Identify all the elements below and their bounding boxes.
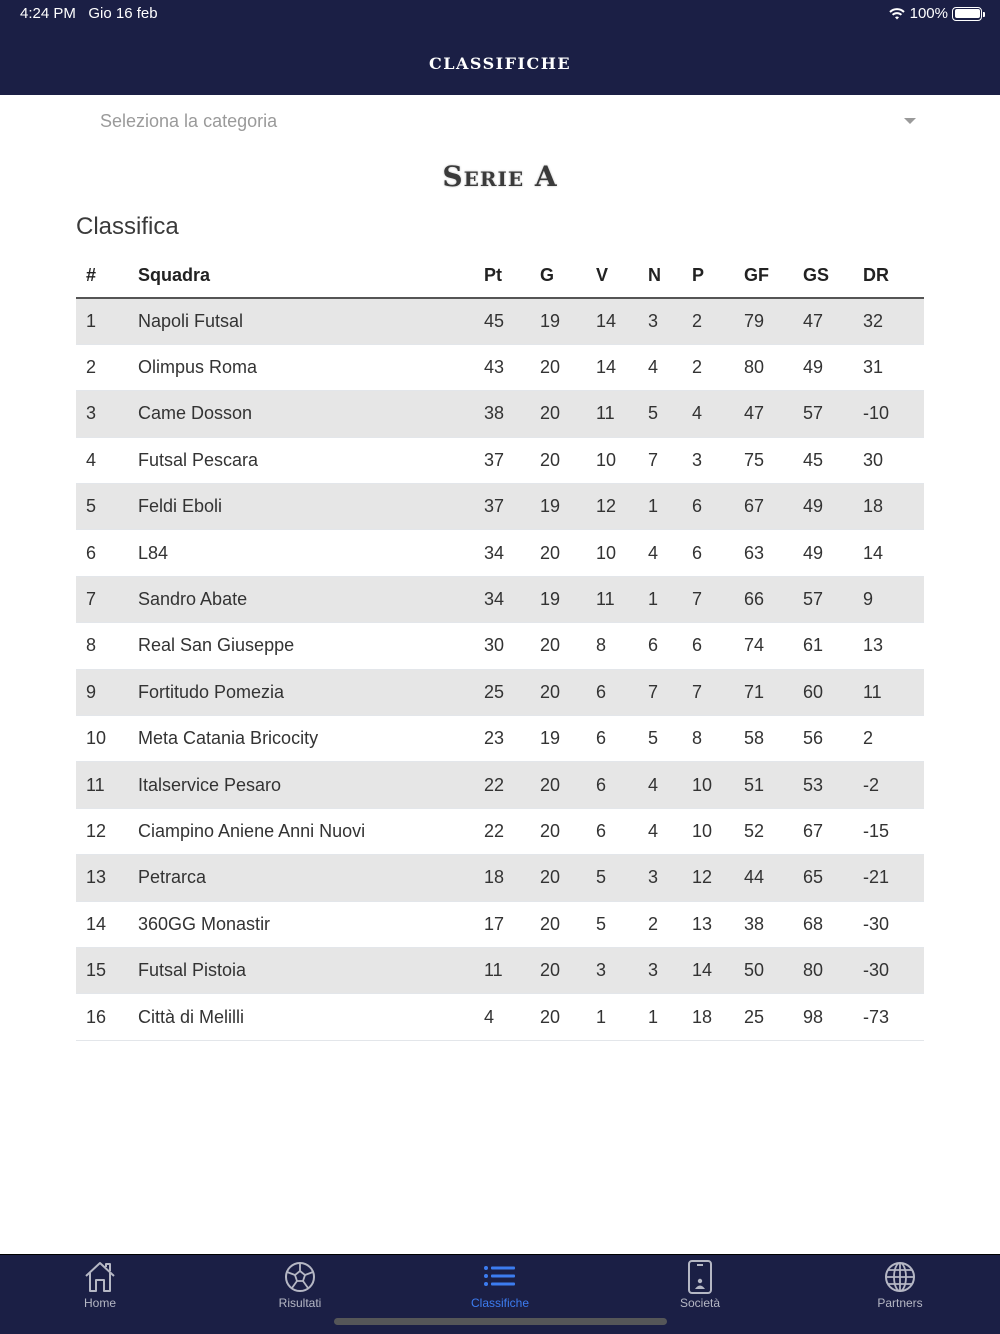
table-row: [76, 947, 924, 993]
cell-played: 20: [540, 1006, 561, 1027]
column-header-team: Squadra: [138, 254, 484, 298]
cell-position: 2: [86, 357, 97, 378]
cell-draws: 4: [648, 357, 659, 378]
caret-down-icon: [904, 118, 916, 124]
cell-wins: 1: [596, 1006, 607, 1027]
cell-team: Olimpus Roma: [138, 357, 258, 378]
cell-draws: 3: [648, 310, 659, 331]
table-row: [76, 298, 924, 344]
cell-draws: 5: [648, 403, 659, 424]
cell-draws: 7: [648, 681, 659, 702]
cell-played: 19: [540, 589, 561, 610]
cell-goal-difference: 30: [863, 449, 884, 470]
cell-goals-for: 75: [744, 449, 765, 470]
league-title: Serie A: [442, 160, 558, 193]
cell-goals-for: 47: [744, 403, 765, 424]
cell-draws: 4: [648, 542, 659, 563]
cell-position: 16: [86, 1006, 107, 1027]
tab-partners[interactable]: [840, 1259, 960, 1310]
cell-played: 20: [540, 774, 561, 795]
cell-goals-for: 79: [744, 310, 765, 331]
cell-losses: 7: [692, 589, 703, 610]
cell-team: Came Dosson: [138, 403, 253, 424]
cell-draws: 1: [648, 496, 659, 517]
cell-team: Meta Catania Bricocity: [138, 728, 319, 749]
wifi-icon: [888, 7, 906, 21]
soccer-ball-icon: [282, 1259, 318, 1295]
cell-points: 23: [484, 728, 505, 749]
cell-points: 17: [484, 913, 505, 934]
cell-wins: 6: [596, 728, 607, 749]
cell-position: 9: [86, 681, 97, 702]
cell-team: Fortitudo Pomezia: [138, 681, 285, 702]
tab-societa-label: Società: [679, 1296, 721, 1310]
cell-losses: 12: [692, 867, 713, 888]
cell-goals-for: 67: [744, 496, 765, 517]
cell-goals-for: 74: [744, 635, 765, 656]
table-row: [76, 994, 924, 1040]
cell-points: 22: [484, 774, 505, 795]
cell-goal-difference: 9: [863, 589, 874, 610]
standings-table: [76, 254, 924, 1041]
cell-team: Ciampino Aniene Anni Nuovi: [138, 820, 366, 841]
cell-points: 34: [484, 589, 505, 610]
cell-points: 34: [484, 542, 505, 563]
cell-losses: 6: [692, 542, 703, 563]
tab-home[interactable]: [40, 1259, 160, 1310]
cell-position: 13: [86, 867, 107, 888]
status-date: Gio 16 feb: [88, 5, 158, 22]
battery-icon: [952, 7, 982, 21]
cell-team: Città di Melilli: [138, 1006, 245, 1027]
cell-position: 10: [86, 728, 107, 749]
cell-losses: 2: [692, 357, 703, 378]
cell-draws: 4: [648, 774, 659, 795]
cell-team: Feldi Eboli: [138, 496, 223, 517]
cell-losses: 8: [692, 728, 703, 749]
cell-losses: 10: [692, 774, 713, 795]
cell-goals-for: 38: [744, 913, 765, 934]
cell-goal-difference: -30: [863, 913, 890, 934]
cell-draws: 6: [648, 635, 659, 656]
cell-goals-for: 66: [744, 589, 765, 610]
cell-goal-difference: 18: [863, 496, 884, 517]
cell-wins: 10: [596, 449, 617, 470]
cell-goal-difference: 11: [863, 681, 882, 702]
cell-goals-for: 25: [744, 1006, 765, 1027]
cell-goals-for: 44: [744, 867, 765, 888]
cell-played: 20: [540, 357, 561, 378]
cell-played: 20: [540, 542, 561, 563]
column-header-goals-for: GF: [744, 254, 803, 298]
cell-goals-against: 67: [803, 820, 824, 841]
table-row: [76, 437, 924, 483]
cell-goals-for: 52: [744, 820, 765, 841]
table-row: [76, 762, 924, 808]
cell-position: 12: [86, 820, 107, 841]
cell-played: 20: [540, 960, 561, 981]
column-header-goal-difference: DR: [863, 254, 924, 298]
cell-goals-for: 63: [744, 542, 765, 563]
tab-home-label: Home: [83, 1296, 116, 1310]
cell-position: 6: [86, 542, 97, 563]
cell-team: Petrarca: [138, 867, 207, 888]
cell-goals-against: 98: [803, 1006, 824, 1027]
cell-goal-difference: 14: [863, 542, 884, 563]
cell-team: Napoli Futsal: [138, 310, 244, 331]
cell-goal-difference: 2: [863, 728, 874, 749]
cell-position: 15: [86, 960, 107, 981]
cell-points: 38: [484, 403, 505, 424]
cell-draws: 7: [648, 449, 659, 470]
cell-goals-against: 45: [803, 449, 824, 470]
tab-risultati-label: Risultati: [278, 1296, 322, 1310]
table-row: [76, 623, 924, 669]
cell-wins: 12: [596, 496, 617, 517]
cell-team: Italservice Pesaro: [138, 774, 282, 795]
cell-points: 43: [484, 357, 505, 378]
cell-goals-against: 61: [803, 635, 824, 656]
cell-goals-against: 53: [803, 774, 824, 795]
cell-goal-difference: 32: [863, 310, 884, 331]
cell-losses: 13: [692, 913, 713, 934]
cell-goals-for: 58: [744, 728, 765, 749]
page-title: CLASSIFICHE: [428, 54, 572, 73]
cell-goals-against: 47: [803, 310, 824, 331]
cell-losses: 10: [692, 820, 713, 841]
cell-points: 45: [484, 310, 505, 331]
phone-user-icon: [682, 1259, 718, 1295]
cell-goal-difference: -30: [863, 960, 890, 981]
cell-goal-difference: 31: [863, 357, 884, 378]
cell-position: 4: [86, 449, 97, 470]
cell-losses: 2: [692, 310, 703, 331]
cell-points: 30: [484, 635, 505, 656]
cell-goals-against: 68: [803, 913, 824, 934]
column-header-played: G: [540, 254, 596, 298]
cell-team: Real San Giuseppe: [138, 635, 295, 656]
cell-played: 19: [540, 728, 561, 749]
column-header-draws: N: [648, 254, 692, 298]
cell-goals-against: 49: [803, 357, 824, 378]
tab-societa[interactable]: [640, 1259, 760, 1310]
status-indicators: [888, 5, 982, 22]
cell-played: 19: [540, 310, 561, 331]
cell-goal-difference: -10: [863, 403, 890, 424]
tab-classifiche-label: Classifiche: [470, 1296, 530, 1310]
cell-team: L84: [138, 542, 169, 563]
cell-points: 25: [484, 681, 505, 702]
list-icon: [482, 1259, 518, 1295]
cell-goals-against: 57: [803, 589, 824, 610]
cell-goals-for: 50: [744, 960, 765, 981]
cell-wins: 5: [596, 913, 607, 934]
column-header-points: Pt: [484, 254, 540, 298]
table-row: [76, 901, 924, 947]
tab-risultati[interactable]: [240, 1259, 360, 1310]
table-row: [76, 530, 924, 576]
cell-goals-against: 56: [803, 728, 824, 749]
category-select-placeholder: Seleziona la categoria: [100, 110, 278, 131]
cell-wins: 5: [596, 867, 607, 888]
table-row: [76, 484, 924, 530]
cell-draws: 1: [648, 1006, 659, 1027]
cell-wins: 6: [596, 681, 607, 702]
cell-goal-difference: -73: [863, 1006, 890, 1027]
cell-played: 20: [540, 867, 561, 888]
column-header-position: #: [76, 254, 138, 298]
cell-played: 19: [540, 496, 561, 517]
cell-goals-against: 65: [803, 867, 824, 888]
table-row: [76, 669, 924, 715]
table-row: [76, 391, 924, 437]
cell-draws: 1: [648, 589, 659, 610]
cell-position: 8: [86, 635, 97, 656]
cell-points: 37: [484, 496, 505, 517]
home-icon: [82, 1259, 118, 1295]
cell-played: 20: [540, 449, 561, 470]
cell-points: 11: [484, 960, 503, 981]
cell-wins: 14: [596, 310, 617, 331]
table-header-row: [76, 254, 924, 298]
cell-played: 20: [540, 681, 561, 702]
cell-position: 1: [86, 310, 97, 331]
section-title: Classifica: [76, 213, 179, 240]
cell-goal-difference: 13: [863, 635, 884, 656]
cell-wins: 6: [596, 774, 607, 795]
cell-played: 20: [540, 403, 561, 424]
cell-losses: 4: [692, 403, 703, 424]
home-indicator[interactable]: [334, 1318, 667, 1325]
cell-goals-for: 71: [744, 681, 765, 702]
cell-wins: 11: [596, 403, 615, 424]
cell-losses: 6: [692, 635, 703, 656]
cell-position: 14: [86, 913, 107, 934]
cell-goal-difference: -21: [863, 867, 890, 888]
cell-draws: 3: [648, 960, 659, 981]
table-row: [76, 576, 924, 622]
cell-draws: 5: [648, 728, 659, 749]
cell-wins: 8: [596, 635, 607, 656]
tab-classifiche[interactable]: [440, 1259, 560, 1310]
cell-draws: 3: [648, 867, 659, 888]
status-time-date: [20, 5, 158, 22]
cell-goal-difference: -2: [863, 774, 880, 795]
cell-goals-for: 80: [744, 357, 765, 378]
cell-team: Sandro Abate: [138, 589, 248, 610]
cell-played: 20: [540, 913, 561, 934]
cell-losses: 14: [692, 960, 713, 981]
cell-team: Futsal Pescara: [138, 449, 259, 470]
cell-wins: 14: [596, 357, 617, 378]
column-header-wins: V: [596, 254, 648, 298]
cell-points: 4: [484, 1006, 495, 1027]
cell-wins: 10: [596, 542, 617, 563]
cell-position: 3: [86, 403, 97, 424]
cell-draws: 2: [648, 913, 659, 934]
cell-points: 18: [484, 867, 505, 888]
top-bar: [0, 0, 1000, 95]
cell-position: 5: [86, 496, 97, 517]
cell-goals-against: 49: [803, 542, 824, 563]
table-row: [76, 716, 924, 762]
globe-icon: [882, 1259, 918, 1295]
cell-played: 20: [540, 820, 561, 841]
status-time: 4:24 PM: [20, 5, 76, 22]
cell-goals-against: 49: [803, 496, 824, 517]
cell-losses: 3: [692, 449, 703, 470]
cell-goals-against: 57: [803, 403, 824, 424]
tab-partners-label: Partners: [877, 1296, 923, 1310]
column-header-goals-against: GS: [803, 254, 863, 298]
cell-losses: 18: [692, 1006, 713, 1027]
cell-losses: 6: [692, 496, 703, 517]
table-row: [76, 344, 924, 390]
cell-wins: 11: [596, 589, 615, 610]
cell-goal-difference: -15: [863, 820, 890, 841]
battery-percent: 100%: [909, 5, 948, 22]
cell-wins: 3: [596, 960, 607, 981]
cell-position: 11: [86, 774, 105, 795]
cell-draws: 4: [648, 820, 659, 841]
cell-position: 7: [86, 589, 97, 610]
cell-goals-for: 51: [744, 774, 765, 795]
cell-played: 20: [540, 635, 561, 656]
cell-points: 22: [484, 820, 505, 841]
cell-team: 360GG Monastir: [138, 913, 271, 934]
cell-points: 37: [484, 449, 505, 470]
cell-goals-against: 60: [803, 681, 824, 702]
table-row: [76, 808, 924, 854]
cell-wins: 6: [596, 820, 607, 841]
cell-goals-against: 80: [803, 960, 824, 981]
table-row: [76, 855, 924, 901]
column-header-losses: P: [692, 254, 744, 298]
category-select[interactable]: [100, 105, 920, 137]
cell-losses: 7: [692, 681, 703, 702]
cell-team: Futsal Pistoia: [138, 960, 247, 981]
